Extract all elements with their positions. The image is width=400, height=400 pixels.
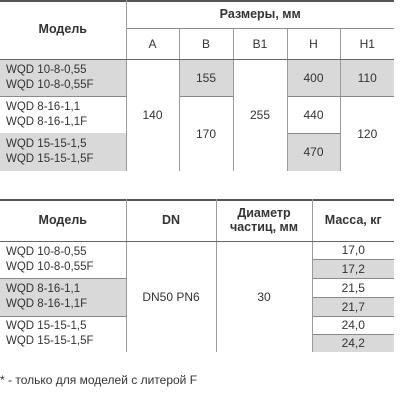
mass-value: 24,0 [312,316,394,334]
dimensions-table [0,0,394,171]
table-row-model [0,316,126,352]
mass-value: 17,2 [312,259,394,278]
col-header-h: H [287,28,340,59]
diameter-header [216,199,312,241]
table-row-model [0,59,126,96]
model-header: Модель [0,199,126,241]
mass-value: 21,7 [312,297,394,316]
model-name: WQD 15-15-1,5 [6,138,87,150]
value-b-row1: 155 [179,59,233,96]
value-h-row2: 440 [287,96,340,133]
model-name: WQD 8-16-1,1F [6,298,88,310]
value-b1: 255 [233,59,287,171]
mass-value: 21,5 [312,278,394,297]
value-h1-row1: 110 [340,59,394,96]
value-b-rows23: 170 [179,96,233,171]
model-name: WQD 10-8-0,55F [6,78,94,91]
diameter-header-line1: Диаметр [237,205,291,220]
table-row-model [0,133,126,171]
col-header-h1: H1 [340,28,394,59]
value-h-row3: 470 [287,133,340,171]
col-header-b1: B1 [233,28,287,59]
model-name: WQD 15-15-1,5F [6,153,94,165]
model-header: Модель [0,0,126,59]
mass-value: 24,2 [312,334,394,352]
footnote: * - только для моделей с литерой F [0,373,198,387]
model-name: WQD 15-15-1,5F [6,335,94,348]
value-h1-rows23: 120 [357,126,378,141]
dn-value: DN50 PN6 [126,241,216,352]
model-name: WQD 8-16-1,1 [6,283,81,295]
model-name: WQD 10-8-0,55 [6,63,87,76]
model-name: WQD 10-8-0,55F [6,260,94,273]
mass-value: 17,0 [312,241,394,259]
col-header-a: A [126,28,179,59]
model-name: WQD 8-16-1,1 [6,100,81,113]
table-row-model [0,241,126,278]
specs-table [0,199,394,352]
model-name: WQD 8-16-1,1F [6,115,88,128]
mass-header: Масса, кг [312,199,394,241]
table-row-model [0,278,126,316]
model-name: WQD 15-15-1,5 [6,320,87,333]
model-name: WQD 10-8-0,55 [6,245,87,258]
col-header-b: B [179,28,233,59]
value-h-row1: 400 [287,59,340,96]
value-a: 140 [126,59,179,171]
dimensions-header: Размеры, мм [126,0,394,28]
diameter-header-line2: частиц, мм [229,219,299,234]
dn-header: DN [126,199,216,241]
table-row-model [0,96,126,133]
diameter-value: 30 [216,241,312,352]
